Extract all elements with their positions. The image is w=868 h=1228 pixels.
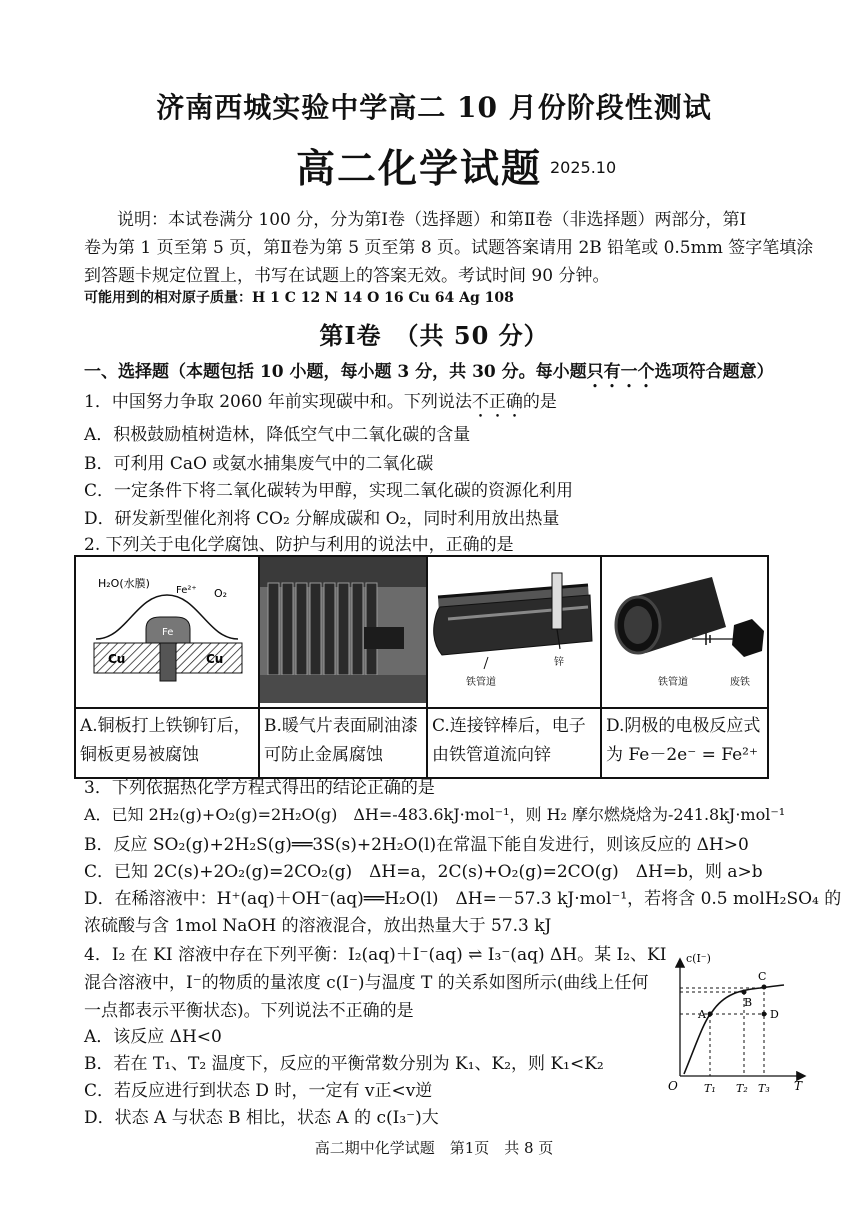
cathode-pipe-diagram xyxy=(602,557,767,703)
q2-option-d: D.阴极的电极反应式为 Fe－2e⁻ = Fe²⁺ xyxy=(601,708,768,778)
t3-label: T₃ xyxy=(758,1082,770,1094)
q2-option-c: C.连接锌棒后，电子由铁管道流向锌 xyxy=(427,708,601,778)
point-d-label: D xyxy=(770,1008,779,1021)
fig-c-zinc-label: 锌 xyxy=(554,657,564,668)
q3-option-a: A．已知 2H₂(g)+O₂(g)=2H₂O(g) ΔH=-483.6kJ·mol⁻¹，则 H₂ 摩尔燃烧焓为-241.8kJ·mol⁻¹ xyxy=(84,805,786,824)
q4-concentration-graph xyxy=(664,950,814,1094)
zinc-pipe-diagram xyxy=(428,557,600,703)
cu-plate-left xyxy=(94,643,160,673)
subject-title: 高二化学试题 xyxy=(296,146,543,192)
q1-stem-emphasis: 不正确 xyxy=(471,392,523,412)
instructions-emphasis: 只有一个 xyxy=(586,362,655,382)
q3-option-c: C．已知 2C(s)+2O₂(g)=2CO₂(g) ΔH=a，2C(s)+O₂(g)=2CO(g) ΔH=b，则 a>b xyxy=(84,862,763,882)
cu-right-label: Cu xyxy=(206,652,224,666)
instructions-prefix: 一、选择题（本题包括 10 小题，每小题 3 分，共 30 分。每小题 xyxy=(84,362,587,382)
fig-d-scrap-label: 废铁 xyxy=(730,677,750,688)
q2-figure-table xyxy=(74,555,769,779)
fig-b-radiator xyxy=(259,556,427,708)
rivet-corrosion-diagram xyxy=(76,557,258,703)
q2-option-a: A.铜板打上铁铆钉后，铜板更易被腐蚀 xyxy=(75,708,259,778)
q4-option-b: B．若在 T₁、T₂ 温度下，反应的平衡常数分别为 K₁、K₂，则 K₁<K₂ xyxy=(84,1054,604,1074)
fig-c-pipe-label: 铁管道 xyxy=(466,677,496,688)
point-b-label: B xyxy=(744,996,753,1009)
cu-left-label: Cu xyxy=(108,652,126,666)
q3-stem: 3．下列依据热化学方程式得出的结论正确的是 xyxy=(84,778,435,798)
notes-line-1: 说明：本试卷满分 100 分，分为第Ⅰ卷（选择题）和第Ⅱ卷（非选择题）两部分，第Ⅰ xyxy=(117,210,747,230)
q3-option-b: B．反应 SO₂(g)+2H₂S(g)══3S(s)+2H₂O(l)在常温下能自发进行，则该反应的 ΔH>0 xyxy=(84,835,749,855)
atomic-masses: 可能用到的相对原子质量：H 1 C 12 N 14 O 16 Cu 64 Ag 108 xyxy=(84,290,514,306)
q1-stem-prefix: 1．中国努力争取 2060 年前实现碳中和。下列说法 xyxy=(84,392,472,412)
point-c xyxy=(762,985,767,990)
point-c-label: C xyxy=(758,970,767,983)
fe-ion-label: Fe²⁺ xyxy=(176,585,197,596)
q1-option-a: A．积极鼓励植树造林，降低空气中二氧化碳的含量 xyxy=(84,425,471,445)
origin-label: O xyxy=(668,1079,678,1093)
x-axis-label: T xyxy=(794,1079,803,1093)
q1-option-b: B．可利用 CaO 或氨水捕集废气中的二氧化碳 xyxy=(84,454,434,474)
q4-stem-line2: 混合溶液中，I⁻的物质的量浓度 c(I⁻)与温度 T 的关系如图所示(曲线上任何 xyxy=(84,973,649,993)
q1-option-c: C．一定条件下将二氧化碳转为甲醇，实现二氧化碳的资源化利用 xyxy=(84,481,574,501)
section-title: 第Ⅰ卷 （共 50 分） xyxy=(319,321,549,350)
q3-option-d-line1: D．在稀溶液中：H⁺(aq)＋OH⁻(aq)══H₂O(l) ΔH=－57.3 kJ·mol⁻¹，若将含 0.5 molH₂SO₄ 的 xyxy=(84,889,842,909)
radiator-photo xyxy=(260,557,426,703)
point-d xyxy=(762,1012,767,1017)
equilibrium-curve xyxy=(684,985,784,1074)
q2-option-b: B.暖气片表面刷油漆可防止金属腐蚀 xyxy=(259,708,427,778)
fe-label: Fe xyxy=(162,627,174,638)
q1-stem-suffix: 的是 xyxy=(522,392,557,412)
point-a-label: A xyxy=(698,1008,706,1021)
q3-option-d-line2: 浓硫酸与含 1mol NaOH 的溶液混合，放出热量大于 57.3 kJ xyxy=(84,916,552,936)
o2-label: O₂ xyxy=(214,587,228,600)
point-b xyxy=(742,990,747,995)
page-footer: 高二期中化学试题 第1页 共 8 页 xyxy=(314,1139,554,1157)
fig-d-pipe-label: 铁管道 xyxy=(658,677,688,688)
t2-label: T₂ xyxy=(736,1082,748,1094)
q2-stem: 2. 下列关于电化学腐蚀、防护与利用的说法中，正确的是 xyxy=(84,535,514,555)
q4-option-d: D．状态 A 与状态 B 相比，状态 A 的 c(I₃⁻)大 xyxy=(84,1108,439,1128)
instructions-suffix: 选项符合题意） xyxy=(654,362,774,382)
fig-c-zinc-pipe xyxy=(427,556,601,708)
water-label: H₂O(水膜) xyxy=(98,577,150,590)
point-a xyxy=(708,1012,713,1017)
exam-title: 济南西城实验中学高二 10 月份阶段性测试 xyxy=(156,91,712,124)
y-axis-label: c(I⁻) xyxy=(686,952,711,965)
q4-stem-line1: 4．I₂ 在 KI 溶液中存在下列平衡：I₂(aq)＋I⁻(aq) ⇌ I₃⁻(aq) ΔH。某 I₂、KI xyxy=(84,945,667,965)
fe-rivet-shaft xyxy=(160,643,176,681)
fig-a-rivet xyxy=(75,556,259,708)
q4-option-c: C．若反应进行到状态 D 时，一定有 v正<v逆 xyxy=(84,1081,433,1101)
q4-stem-line3: 一点都表示平衡状态)。下列说法不正确的是 xyxy=(84,1001,414,1021)
scrap-iron-block xyxy=(732,619,764,657)
fig-d-scrap-iron xyxy=(601,556,768,708)
notes-line-2: 卷为第 1 页至第 5 页，第Ⅱ卷为第 5 页至第 8 页。试题答案请用 2B 铅笔或 0.5mm 签字笔填涂 xyxy=(84,238,814,258)
exam-date: 2025.10 xyxy=(550,158,617,177)
q1-option-d: D．研发新型催化剂将 CO₂ 分解成碳和 O₂，同时利用放出热量 xyxy=(84,509,560,529)
q4-option-a: A．该反应 ΔH<0 xyxy=(84,1027,222,1047)
t1-label: T₁ xyxy=(704,1082,716,1094)
notes-line-3: 到答题卡规定位置上，书写在试题上的答案无效。考试时间 90 分钟。 xyxy=(84,266,610,286)
q1-stem xyxy=(84,387,557,422)
